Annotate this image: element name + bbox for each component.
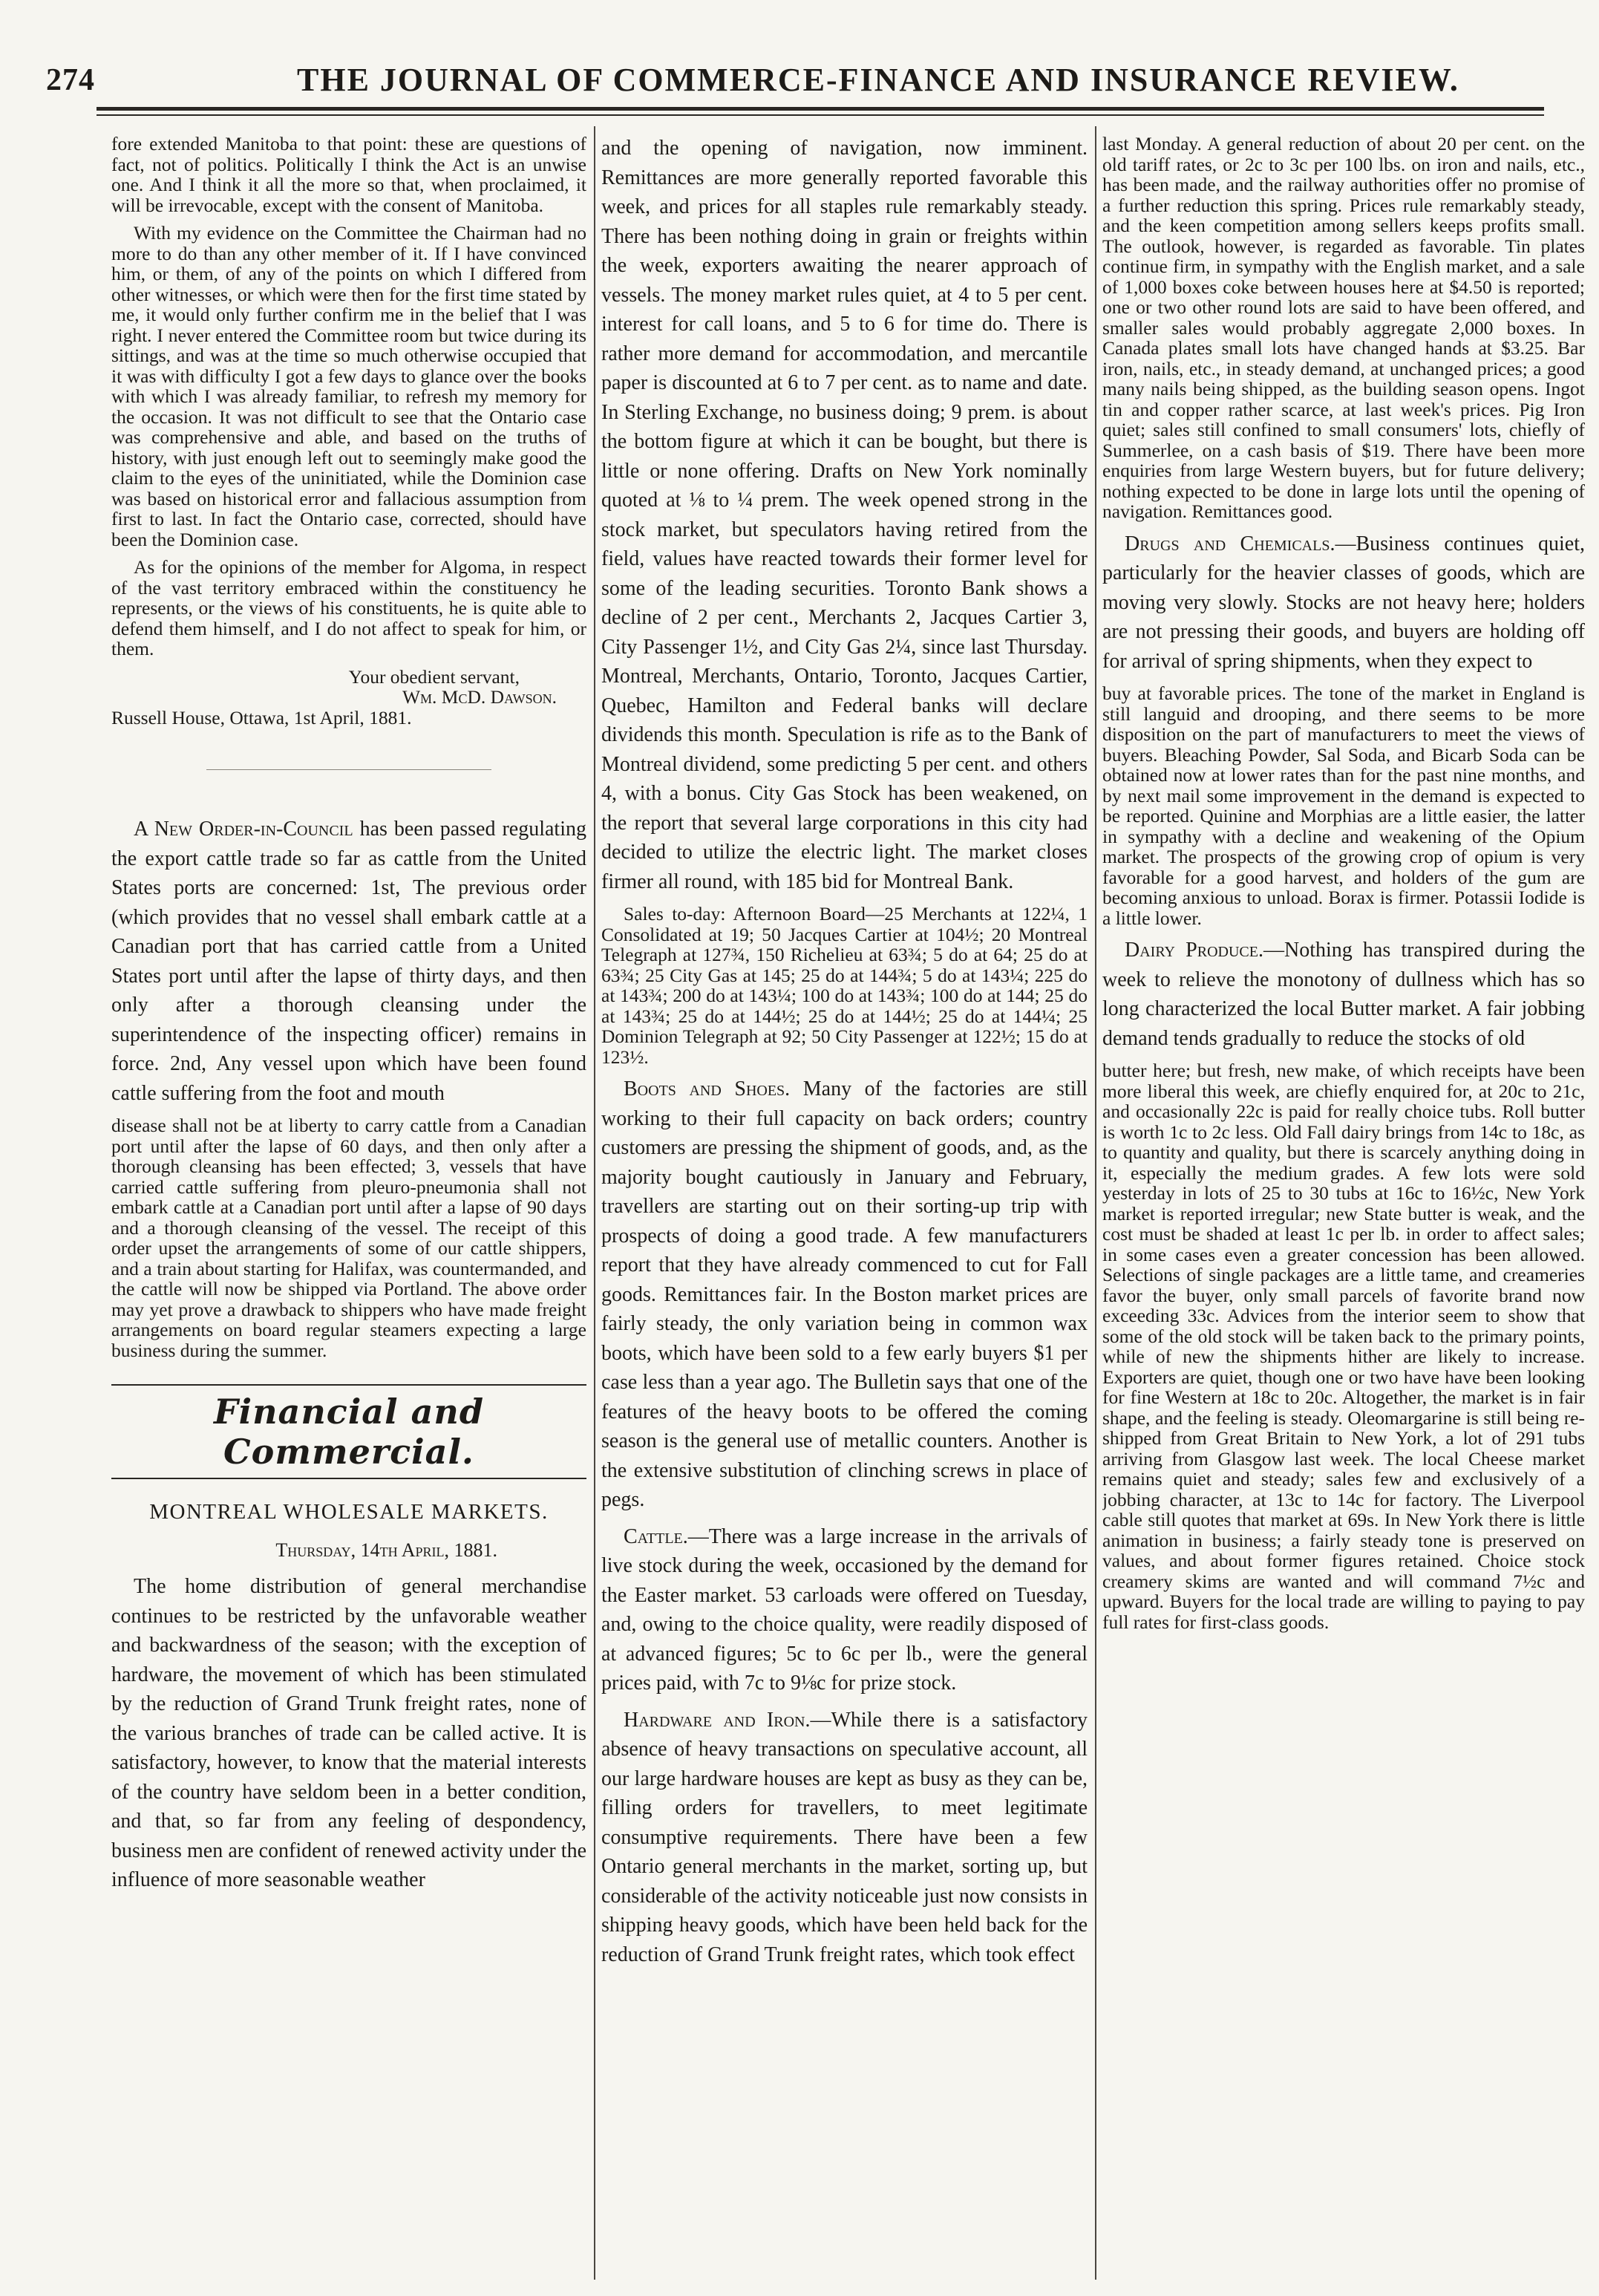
column-middle <box>601 134 1088 2272</box>
header-rule-thin <box>97 114 1544 116</box>
page-number: 274 <box>46 63 95 97</box>
order-in-council-continuation: disease shall not be at liberty to carry cattle from a Canadian port until after the lapse of 60 days, and then only after a thorough cleansing has been effected; 3, vessels that have carried cattle suffering from pleuro-pneumonia shall not embark cattle at a Canadian port until after a lapse of 90 days and a thorough cleansing of the vessel. The receipt of this order upset the arrangements of some of our cattle shippers, and a train about starting for Halifax, was countermanded, and the cattle will now be shipped via Portland. The above order may yet prove a drawback to shippers who have made freight arrangements on board regular steamers expecting a large business during the summer. <box>111 1115 586 1361</box>
cattle-paragraph <box>601 1522 1088 1698</box>
money-market-paragraph: and the opening of navigation, now imminent. Remittances are more generally reported favorable this week, and prices for all staples rule remarkably steady. There has been nothing doing in grain or freights within the week, exporters awaiting the nearer approach of vessels. The money market rules quiet, at 4 to 5 per cent. interest for call loans, and 5 to 6 for time do. There is rather more demand for accommodation, and mercantile paper is discounted at 6 to 7 per cent. as to name and date. In Sterling Exchange, no business doing; 9 prem. is about the bottom figure at which it can be bought, but there is little or none offering. Drafts on New York nominally quoted at ⅛ to ¼ prem. The week opened strong in the stock market, but speculators having retired from the field, values have reacted towards their former level for some of the leading securities. Toronto Bank shows a decline of 2 per cent., Merchants 2, Jacques Cartier 3, City Passenger 1½, and City Gas 2¼, since last Thursday. Montreal, Merchants, Ontario, Toronto, Jacques Cartier, Quebec, Hamilton and Federal banks will declare dividends this month. Speculation is rife as to the Bank of Montreal dividend, some predicting 5 per cent. and others 4, with a bonus. City Gas Stock has been weakened, on the report that several large corporations in this city had decided to utilize the electric light. The market closes firmer all round, with 185 bid for Montreal Bank. <box>601 137 1088 893</box>
market-subheading: MONTREAL WHOLESALE MARKETS. <box>149 1500 549 1524</box>
dairy-produce-heading: Dairy Produce. <box>1125 939 1263 962</box>
hardware-continuation: last Monday. A general reduction of about 20 per cent. on the old tariff rates, or 2c to 3c per 100 lbs. on iron and nails, etc., has been made, and the railway authorities offer no promise of a further reduction this spring. Prices rule remarkably steady, and the keen competition among sellers keeps profits small. The outlook, however, is regarded as favorable. Tin plates continue firm, in sympathy with the English market, and a sale of 1,000 boxes coke between houses here at $4.50 is reported; one or two other round lots are said to have been offered, and smaller sales would probably aggregate 2,000 boxes. In Canada plates small lots have changed hands at $3.25. Bar iron, nails, etc., in steady demand, at unchanged prices; a good many nails being shipped, as the building season opens. Ingot tin and copper rather scarce, at last week's prices. Pig Iron quiet; sales still confined to small consumers' lots, chiefly of Summerlee, on a cash basis of $19. There have been more enquiries from large Western buyers, but for future delivery; nothing expected to be done in large lots until the opening of navigation. Remittances good. <box>1102 134 1585 522</box>
order-text: has been passed regulating the export cattle trade so far as cattle from the United States ports are concerned: 1st, The previous order (which provides that no vessel shall embark cattle at a Canadian port that has carried cattle from a United States port until after the lapse of thirty days, and then only after a thorough cleansing under the superintendence of the inspecting officer) remains in force. 2nd, Any vessel upon which have been found cattle suffering from the foot and mouth <box>111 818 586 1105</box>
header-rule-thick <box>97 107 1544 111</box>
dairy-produce-text: —Nothing has transpired during the week to relieve the monotony of dullness which has so long characterized the local Butter market. A fair jobbing demand tends gradually to reduce the stocks of old <box>1102 939 1585 1050</box>
column-divider-2 <box>1095 126 1096 2280</box>
column-right <box>1102 134 1585 2272</box>
boots-shoes-text: Many of the factories are still working to their full capacity on back orders; country customers are pressing the shipment of goods, and, as the majority bought cautiously in January and February, travellers are starting out on their sorting-up trip with prospects of doing a good trade. A few manufacturers report that they have already commenced to cut for Fall goods. Remittances fair. In the Boston market prices are fairly steady, the only variation being in common wax boots, which have been sold to a few early buyers $1 per case less than a year ago. The Bulletin says that one of the features of the heavy boots to be offered the coming season is the general use of metallic counters. Another is the extensive substitution of clinching screws in place of pegs. <box>601 1077 1088 1511</box>
dairy-produce-paragraph <box>1102 936 1585 1053</box>
running-head: THE JOURNAL OF COMMERCE-FINANCE AND INSURANCE REVIEW. <box>297 62 1459 98</box>
cattle-heading: Cattle. <box>624 1524 688 1548</box>
article-separator <box>206 769 491 770</box>
column-divider-1 <box>594 126 595 2280</box>
boots-shoes-paragraph <box>601 1074 1088 1515</box>
letter-signature: Wm. McD. Dawson. <box>402 686 557 708</box>
letter-place-date: Russell House, Ottawa, 1st April, 1881. <box>111 706 412 728</box>
drugs-chemicals-paragraph <box>1102 529 1585 676</box>
letter-closing: Your obedient servant, <box>348 665 520 688</box>
letter-paragraph: As for the opinions of the member for Algoma, in respect of the vast territory embraced within the constituency he represents, or the views of his constituents, he is quite able to defend them himself, and I do not affect to speak for him, or them. <box>111 556 586 659</box>
markets-paragraph: The home distribution of general merchandise continues to be restricted by the unfavorable weather and backwardness of the season; with the exception of hardware, the movement of which has been stimulated by the reduction of Grand Trunk freight rates, none of the various branches of trade can be called active. It is satisfactory, however, to know that the material interests of the country have seldom been in a better condition, and that, so far from any feeling of despondency, business men are confident of renewed activity under the influence of more seasonable weather <box>111 1575 586 1891</box>
dateline: Thursday, 14th April, 1881. <box>275 1539 497 1561</box>
order-lead: A New Order-in-Council <box>134 818 353 841</box>
boots-shoes-heading: Boots and Shoes. <box>624 1077 791 1100</box>
order-in-council-paragraph <box>111 815 586 1108</box>
stock-sales-paragraph: Sales to-day: Afternoon Board—25 Merchants at 122¼, 1 Consolidated at 19; 50 Jacques Cartier at 104½; 20 Montreal Telegraph at 127¾, 150 Richelieu at 63¾; 5 do at 64; 25 do at 63¾; 25 City Gas at 145; 25 do at 144¾; 5 do at 143¼; 225 do at 143¾; 200 do at 143¼; 100 do at 143¾; 100 do at 144; 25 do at 143¾; 25 do at 144½; 25 do at 144½; 25 do at 144¼; 25 Dominion Telegraph at 92; 50 City Passenger at 122½; 15 do at 123½. <box>601 903 1088 1068</box>
letter-paragraph: With my evidence on the Committee the Chairman had no more to do than any other member of it. If I have convinced him, or them, of any of the points on which I differed from other witnesses, or which were then for the first time stated by me, it would only further confirm me in the belief that I was right. I never entered the Committee room but twice during its sittings, and was at the time so much otherwise occupied that it was with difficulty I got a few days to glance over the books with which I was already familiar, to refresh my memory for the occasion. It was not difficult to see that the Ontario case was comprehensive and able, and based on the truths of history, with just enough left out to seemingly make good the claim to the eyes of the uninitiated, while the Dominion case was based on historical error and fallacious assumption from first to last. In fact the Ontario case, corrected, should have been the Dominion case. <box>111 222 586 550</box>
drugs-chemicals-heading: Drugs and Chemicals. <box>1125 532 1335 555</box>
section-rule-top <box>111 1384 586 1386</box>
column-left <box>111 134 586 2272</box>
section-rule-bottom <box>111 1478 586 1479</box>
hardware-iron-text: —While there is a satisfactory absence of heavy transactions on speculative account, all our large hardware houses are kept as busy as they can be, filling orders for travellers, to meet legitimate consumptive requirements. There have been a few Ontario general merchants in the market, sorting up, but considerable of the activity noticeable just now consists in shipping heavy goods, which have been held back for the reduction of Grand Trunk freight rates, which took effect <box>601 1708 1088 1966</box>
drugs-chemicals-text: —Business continues quiet, particularly for the heavier classes of goods, which are moving very slowly. Stocks are not heavy here; holders are not pressing their goods, and buyers are holding off for arrival of spring shipments, when they expect to <box>1102 532 1585 673</box>
hardware-iron-paragraph <box>601 1706 1088 1970</box>
dairy-produce-continuation: butter here; but fresh, new make, of which receipts have been more liberal this week, are chiefly enquired for, at 20c to 21c, and occasionally 22c is paid for really choice tubs. Roll butter is worth 1c to 2c less. Old Fall dairy brings from 14c to 18c, as to quantity and quality, but there is scarcely anything doing in it, especially the medium grades. A few lots were sold yesterday in lots of 25 to 30 tubs at 16c to 16½c, New York market is reported irregular; new State butter is weak, and the cost must be shaded at least 1c per lb. in order to affect sales; in some cases even a greater concession has been allowed. Selections of single packages are a little tame, and creameries favor the buyer, only small parcels of favorite brand now exceeding 33c. Advices from the interior seem to show that some of the old stock will be taken back to the primary points, while of new the shipments hither are likely to increase. Exporters are quiet, though one or two have have been looking for fine Western at 18c to 20c. Altogether, the market is in fair shape, and the feeling is steady. Oleomargarine is still being re-shipped from Great Britain to New York, a lot of 291 tubs arriving from Glasgow last week. The local Cheese market remains quiet and steady; sales few and exclusively of a jobbing character, at 13c to 14c for factory. The Liverpool cable still quotes that market at 69s. In New York there is little animation in business; a fairly steady tone is preserved on values, and about former figures retained. Choice stock creamery skims are wanted and will command 7½c and upward. Buyers for the local trade are willing to paying to pay full rates for first-class goods. <box>1102 1060 1585 1633</box>
section-title: Financial and Commercial. <box>213 1392 485 1472</box>
cattle-text: —There was a large increase in the arrivals of live stock during the week, occasioned by the demand for the Easter market. 53 carloads were offered on Tuesday, and, owing to the choice quality, were readily disposed of at advanced figures; 5c to 6c per lb., were the general prices paid, with 7c to 9⅛c for prize stock. <box>601 1524 1088 1695</box>
letter-paragraph: fore extended Manitoba to that point: these are questions of fact, not of politics. Politically I think the Act is an unwise one. And I think it all the more so that, when proclaimed, it will be irrevocable, except with the consent of Manitoba. <box>111 134 586 216</box>
hardware-iron-heading: Hardware and Iron. <box>624 1708 811 1732</box>
drugs-chemicals-continuation: buy at favorable prices. The tone of the market in England is still languid and drooping, and there seems to be more disposition on the part of manufacturers to meet the views of buyers. Bleaching Powder, Sal Soda, and Bicarb Soda can be obtained now at lower rates than for the past nine months, and by next mail some improvement in the demand is expected to be reported. Quinine and Morphias are a little easier, the latter in sympathy with a decline and weakening of the Opium market. The prospects of the growing crop of opium is very favorable for a good harvest, and holders of the gum are becoming anxious to unload. Borax is firmer. Potassii Iodide is a little lower. <box>1102 682 1585 929</box>
